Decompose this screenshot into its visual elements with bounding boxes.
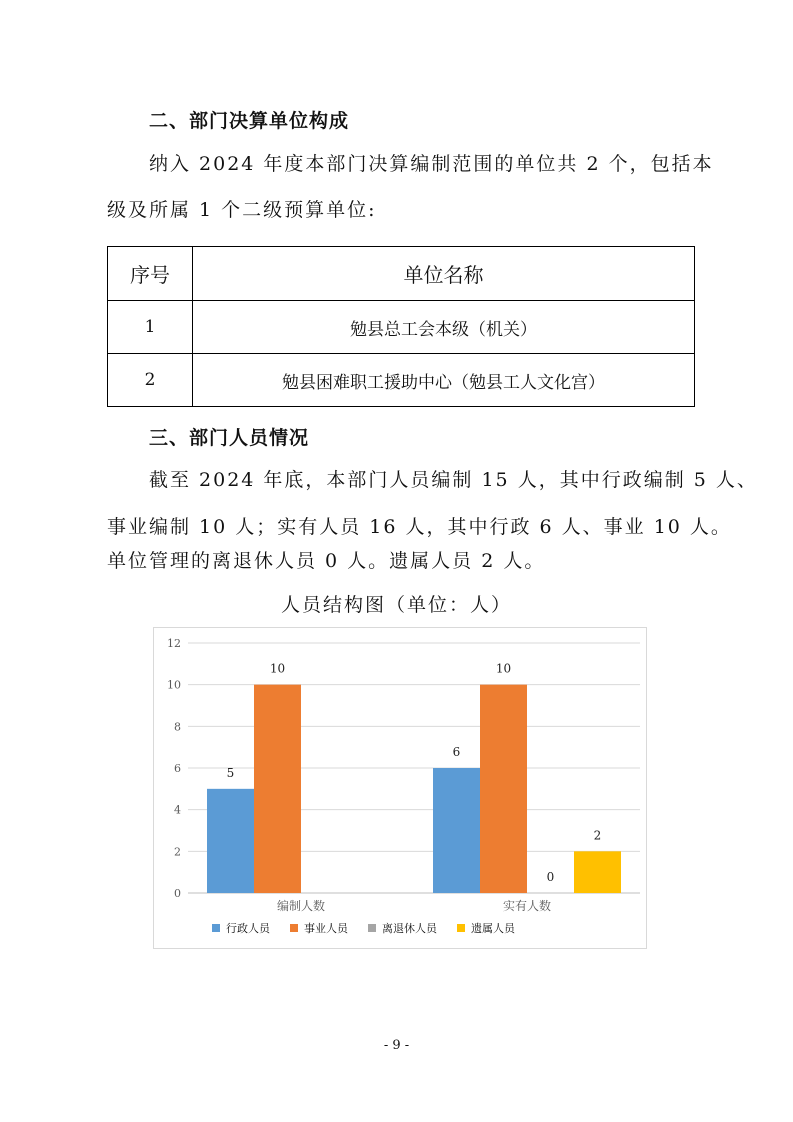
legend-label-retired: 离退休人员 — [382, 922, 437, 935]
data-label: 10 — [269, 661, 286, 676]
x-category-label: 编制人数 — [276, 899, 326, 913]
data-label: 0 — [546, 870, 555, 884]
legend-swatch-survivor — [457, 924, 465, 932]
legend-swatch-admin — [212, 924, 220, 932]
data-label: 10 — [495, 661, 512, 676]
section3-paragraph-line1: 截至 2024 年底，本部门人员编制 15 人，其中行政编制 5 人、 — [149, 469, 758, 491]
legend-item — [368, 920, 437, 936]
legend-item — [457, 920, 515, 936]
y-tick-label: 8 — [174, 720, 181, 734]
page-number: - 9 - — [383, 1038, 410, 1053]
x-category-label: 实有人数 — [502, 899, 552, 913]
section2-paragraph-line1: 纳入 2024 年度本部门决算编制范围的单位共 2 个，包括本 — [149, 153, 714, 175]
section3-paragraph-line3: 单位管理的离退休人员 0 人。遗属人员 2 人。 — [107, 550, 546, 572]
row-serial-no: 1 — [108, 301, 193, 354]
data-label: 5 — [226, 765, 235, 780]
legend-item — [290, 920, 348, 936]
header-unit-name: 单位名称 — [193, 247, 695, 301]
row-unit-name: 勉县困难职工援助中心（勉县工人文化宫） — [193, 354, 695, 407]
legend-item — [212, 920, 270, 936]
y-tick-label: 2 — [174, 845, 181, 859]
row-unit-name: 勉县总工会本级（机关） — [193, 301, 695, 354]
data-label: 2 — [593, 828, 602, 843]
bar — [254, 685, 301, 893]
legend-swatch-institution — [290, 924, 298, 932]
chart-legend — [212, 920, 515, 936]
bar — [207, 789, 254, 893]
y-tick-label: 10 — [167, 678, 181, 692]
bar — [433, 768, 480, 893]
section3-heading: 三、部门人员情况 — [149, 427, 310, 449]
y-tick-label: 0 — [174, 887, 181, 900]
bar — [574, 851, 621, 893]
legend-label-survivor: 遗属人员 — [471, 922, 515, 935]
section2-heading: 二、部门决算单位构成 — [149, 110, 350, 132]
y-tick-label: 6 — [174, 762, 181, 775]
data-label: 6 — [452, 745, 461, 759]
y-tick-label: 12 — [167, 637, 181, 650]
section2-paragraph-line2: 级及所属 1 个二级预算单位: — [107, 199, 377, 221]
legend-swatch-retired — [368, 924, 376, 932]
section3-paragraph-line2: 事业编制 10 人；实有人员 16 人，其中行政 6 人、事业 10 人。 — [107, 516, 732, 538]
header-serial-no: 序号 — [108, 247, 193, 301]
bar — [480, 685, 527, 893]
legend-label-admin: 行政人员 — [226, 922, 270, 935]
row-serial-no: 2 — [108, 354, 193, 407]
y-tick-label: 4 — [174, 803, 181, 817]
legend-label-institution: 事业人员 — [304, 922, 348, 935]
chart-title: 人员结构图（单位：人） — [280, 594, 512, 616]
